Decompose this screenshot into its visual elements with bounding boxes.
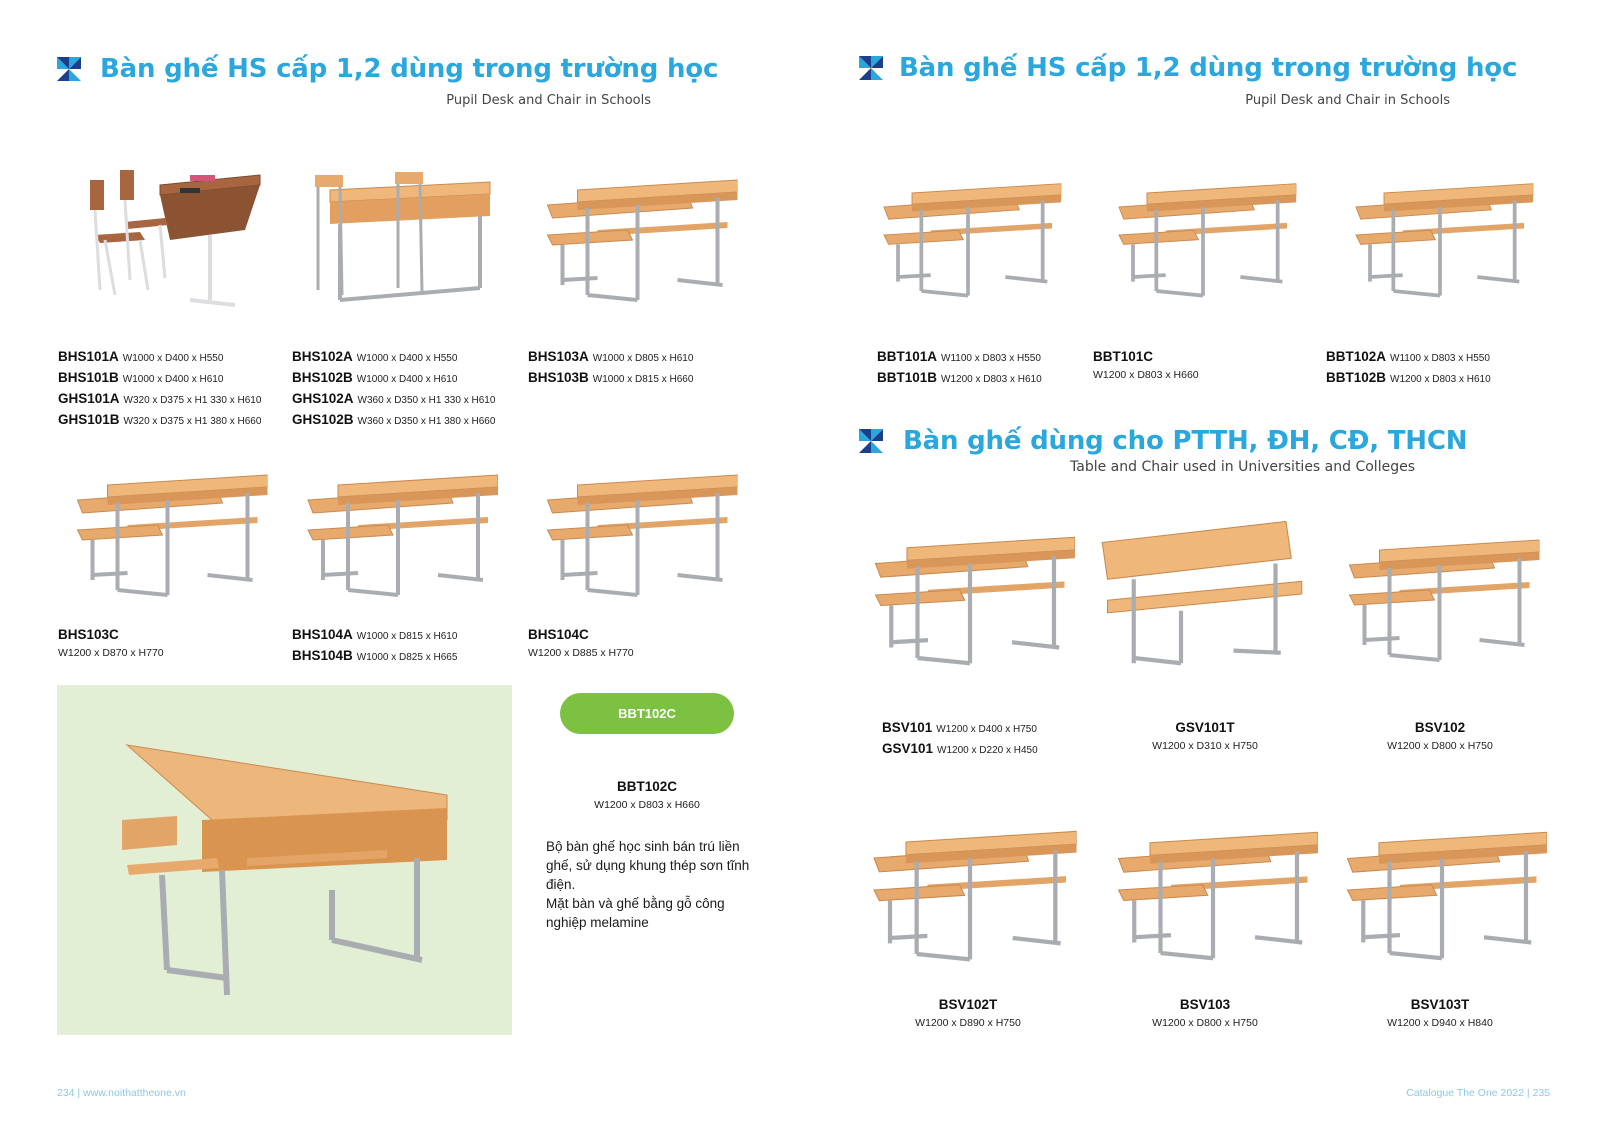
- product-image-bhs104: [298, 455, 498, 605]
- product-spec-group: BHS104C W1200 x D885 x H770: [528, 627, 634, 659]
- feature-product-description: Bộ bàn ghế học sinh bán trú liền ghế, sử dụng khung thép sơn tĩnh điện. Mặt bàn và ghế bằng gỗ công nghiệp melamine: [546, 839, 750, 930]
- product-image-bbt101: [868, 165, 1068, 305]
- right-section-subtitle: Pupil Desk and Chair in Schools: [1245, 93, 1450, 108]
- feature-product-spec: BBT102C W1200 x D803 x H660: [594, 779, 700, 811]
- left-section-subtitle: Pupil Desk and Chair in Schools: [446, 93, 651, 108]
- brand-logo-icon: [859, 56, 883, 80]
- product-image-bsv103: [1108, 810, 1318, 970]
- brand-logo-icon: [859, 429, 883, 453]
- product-image-bsv101: [865, 515, 1075, 675]
- product-image-bbt101c: [1098, 165, 1308, 305]
- product-spec-group: BHS103C W1200 x D870 x H770: [58, 627, 164, 659]
- product-spec-group: BHS103A W1000 x D805 x H610 BHS103B W1000 x D815 x H660: [528, 349, 694, 385]
- product-image-bbt102: [1335, 165, 1545, 305]
- footer-left: 234 | www.noithattheone.vn: [57, 1087, 186, 1099]
- right-section-title: Bàn ghế HS cấp 1,2 dùng trong trường học: [899, 53, 1518, 83]
- product-spec-group: BBT102A W1100 x D803 x H550 BBT102B W1200 x D803 x H610: [1326, 349, 1491, 385]
- brand-logo-icon: [57, 57, 81, 81]
- footer-right: Catalogue The One 2022 | 235: [1406, 1087, 1550, 1099]
- university-section-subtitle: Table and Chair used in Universities and Colleges: [1070, 459, 1415, 475]
- product-spec-group: BBT101A W1100 x D803 x H550 BBT101B W1200 x D803 x H610: [877, 349, 1042, 385]
- product-spec-group: BSV103 W1200 x D800 x H750: [1152, 997, 1258, 1029]
- product-image-bhs104c: [535, 455, 740, 605]
- product-spec-group: BSV102 W1200 x D800 x H750: [1387, 720, 1493, 752]
- product-image-bhs103c: [60, 455, 275, 605]
- feature-image-panel: [57, 685, 512, 1035]
- product-image-bbt102c: [117, 740, 457, 1000]
- product-spec-group: BHS104A W1000 x D815 x H610 BHS104B W1000 x D825 x H665: [292, 627, 458, 663]
- university-section-title: Bàn ghế dùng cho PTTH, ĐH, CĐ, THCN: [903, 426, 1468, 456]
- product-spec-group: BHS101A W1000 x D400 x H550 BHS101B W1000 x D400 x H610 GHS101A W320 x D375 x H1 330 x H610 GHS101B W320 x D375 x H1 380 x H660: [58, 349, 262, 427]
- product-image-bsv103t: [1337, 810, 1547, 970]
- product-spec-group: BHS102A W1000 x D400 x H550 BHS102B W1000 x D400 x H610 GHS102A W360 x D350 x H1 330 x H610 GHS102B W360 x D350 x H1 380 x H660: [292, 349, 496, 427]
- product-image-bsv102t: [860, 810, 1080, 970]
- product-spec-group: GSV101T W1200 x D310 x H750: [1152, 720, 1258, 752]
- product-image-bhs103: [530, 160, 745, 310]
- product-spec-group: BBT101C W1200 x D803 x H660: [1093, 349, 1199, 381]
- product-spec-group: BSV101 W1200 x D400 x H750 GSV101 W1200 x D220 x H450: [882, 720, 1038, 756]
- product-image-bhs101: [70, 155, 270, 315]
- product-spec-group: BSV102T W1200 x D890 x H750: [915, 997, 1021, 1029]
- product-image-gsv101t: [1097, 510, 1307, 680]
- product-image-bsv102: [1337, 520, 1542, 670]
- feature-product-badge: BBT102C: [560, 693, 734, 734]
- left-section-title: Bàn ghế HS cấp 1,2 dùng trong trường học: [100, 54, 719, 84]
- product-image-bhs102: [295, 160, 505, 310]
- product-spec-group: BSV103T W1200 x D940 x H840: [1387, 997, 1493, 1029]
